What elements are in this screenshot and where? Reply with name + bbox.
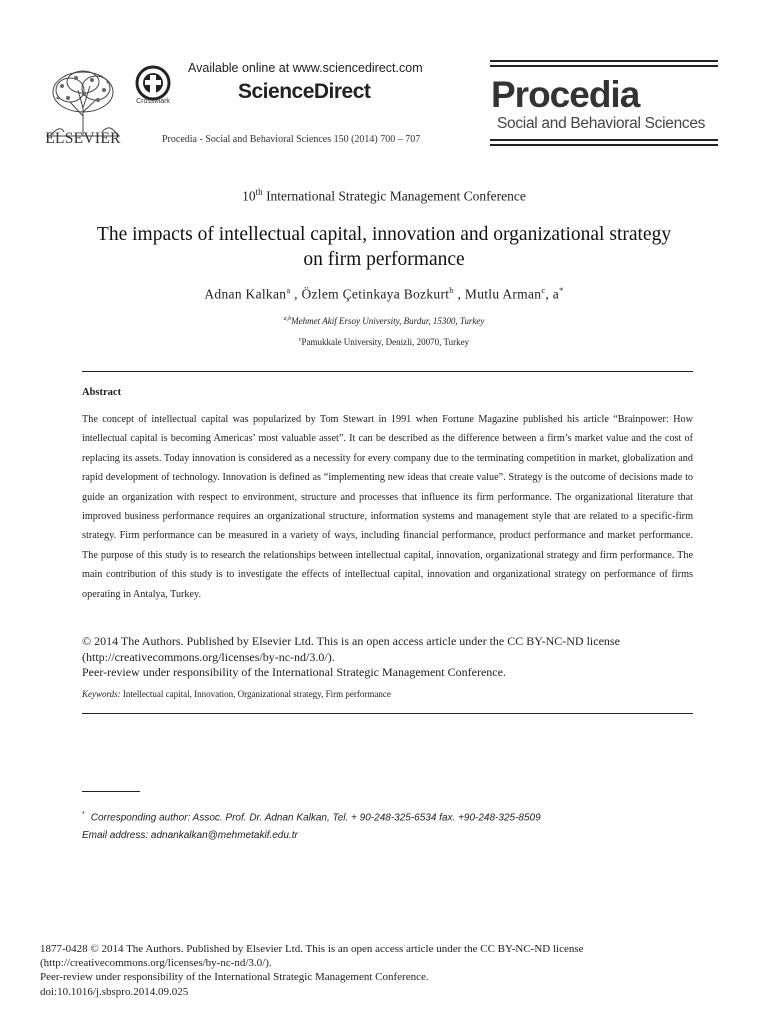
abstract-body: The concept of intellectual capital was popularized by Tom Stewart in 1991 when Fortune Magazine published his article “Brainpower: How intellectual capital is becoming Americas’ most valuable asset”. It can be described as the difference between a firm’s market value and the cost of replacing its assets. Today innovation is considered as a necessity for every company due to the terminating competition in market, globalization and rapid development of technology. Innovation is defined as “implementing new ideas that create value”. Strategy is the outcome of decisions made to guide an organization with respect to environment, structure and processes that influence its firm performance. The organizational literature that improved business performance requires an organizational structure, information systems and management style that are related to a specific-firm strategy. Firm performance can be measured in a variety of ways, including financial performance, product performance and market performance. The purpose of this study is to research the relationships between intellectual capital, innovation, organizational strategy and firm performance. The main contribution of this study is to investigate the effects of intellectual capital, innovation and organizational strategy on performance of firms operating in Antalya, Turkey. xyxy=(82,414,693,600)
conference-name: 10th International Strategic Management Conference xyxy=(242,187,526,204)
affiliation: $^c$Pamukkale University, Denizli, 20070, Turkey xyxy=(298,337,470,347)
footer-license-link[interactable]: (http://creativecommons.org/licenses/by-nc-nd/3.0/). xyxy=(40,957,272,970)
procedia-rule-bottom xyxy=(490,139,718,141)
footnote-rule xyxy=(82,791,140,792)
author-list: Adnan Kalkan$^a$ , Özlem Çetinkaya Bozkurt$^b$ , Mutlu Arman$^c$, a* xyxy=(204,285,564,302)
procedia-rule-bottom-2 xyxy=(490,144,718,146)
paper-title: The impacts of intellectual capital, innovation and organizational strategy on firm performance xyxy=(96,224,672,270)
abstract-heading: Abstract xyxy=(82,387,122,398)
journal-reference: Procedia - Social and Behavioral Sciences 150 (2014) 700 – 707 xyxy=(162,134,421,145)
copyright-footer: 1877-0428 © 2014 The Authors. Published by Elsevier Ltd. This is an open access article under the CC BY-NC-ND license (http://creativecommons.org/licenses/by-nc-nd/3.0/). Peer-review under responsibility of the International Strategic Management Conference. doi:10.1016/j.sbspro.2014.09.025 xyxy=(40,943,584,998)
abstract-rule-bottom xyxy=(82,713,693,714)
abstract-rule-top xyxy=(82,371,693,372)
author-name: Özlem Çetinkaya Bozkurt xyxy=(301,286,450,302)
publisher-wordmark: ELSEVIER xyxy=(45,130,121,147)
license-statement: © 2014 The Authors. Published by Elsevier Ltd. This is an open access article under the CC BY-NC-ND license (http://creativecommons.org/licenses/by-nc-nd/3.0/). Peer-review under responsibility of the International Strategic Management Conference. xyxy=(82,634,702,681)
sciencedirect-wordmark: ScienceDirect xyxy=(238,80,371,103)
procedia-rule-top xyxy=(490,60,718,62)
author-name: Adnan Kalkan xyxy=(204,286,287,302)
journal-name: Procedia xyxy=(491,74,640,115)
keywords: Keywords: Intellectual capital, Innovation, Organizational strategy, Firm performance xyxy=(82,689,391,699)
procedia-rule-top-2 xyxy=(490,65,718,67)
available-online-text: Available online at www.sciencedirect.com xyxy=(188,61,423,75)
crossmark-label: CrossMark xyxy=(136,98,170,105)
journal-subtitle: Social and Behavioral Sciences xyxy=(497,115,706,132)
affiliation: $^{a,b}$Mehmet Akif Ersoy University, Burdur, 15300, Turkey xyxy=(283,316,485,326)
license-link[interactable]: (http://creativecommons.org/licenses/by-nc-nd/3.0/). xyxy=(82,649,335,664)
corresponding-author: * Corresponding author: Assoc. Prof. Dr. Adnan Kalkan, Tel. + 90-248-325-6534 fax. +90-248-325-8509 xyxy=(82,811,541,824)
author-name: Mutlu Arman xyxy=(464,286,542,302)
author-email[interactable]: Email address: adnankalkan@mehmetakif.edu.tr xyxy=(82,830,298,841)
doi[interactable]: doi:10.1016/j.sbspro.2014.09.025 xyxy=(40,985,189,998)
